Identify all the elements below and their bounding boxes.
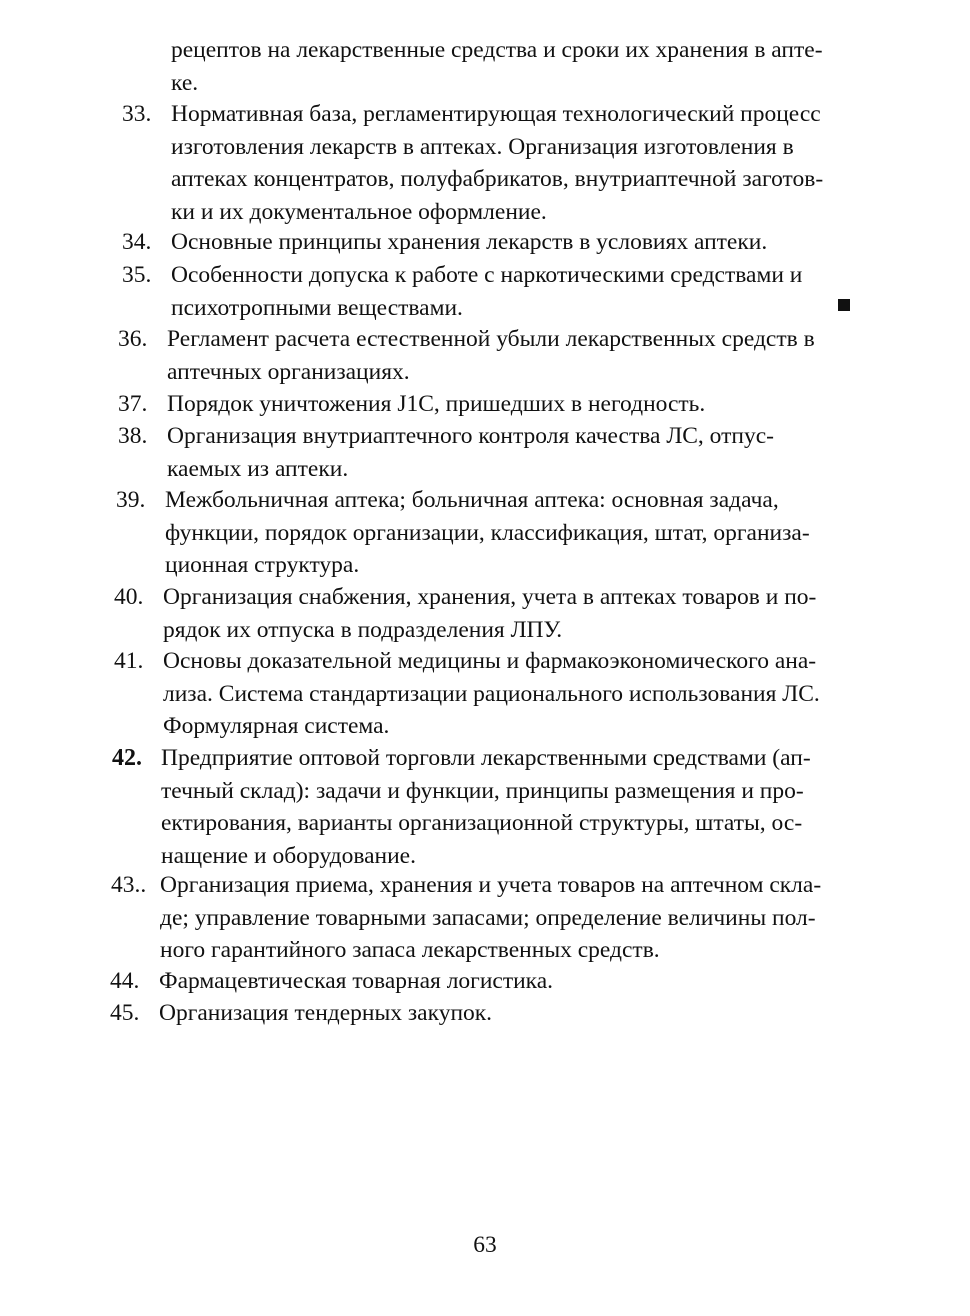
text-line: Основные принципы хранения лекарств в условиях аптеки.	[171, 229, 768, 255]
text-line: ного гарантийного запаса лекарственных средств.	[160, 937, 660, 963]
list-item-number: 34.	[122, 229, 152, 255]
text-line: ционная структура.	[165, 552, 360, 578]
text-line: ектирования, варианты организационной структуры, штаты, ос-	[161, 810, 803, 836]
page-number: 63	[473, 1232, 497, 1258]
list-item	[171, 226, 868, 259]
list-item	[159, 997, 859, 1030]
text-line: Регламент расчета естественной убыли лекарственных средств в	[167, 326, 815, 352]
list-item-number: 38.	[118, 423, 148, 449]
text-line: нащение и оборудование.	[161, 842, 416, 869]
text-line: Организация тендерных закупок.	[159, 1000, 493, 1026]
text-line: ки и их документальное оформление.	[171, 198, 547, 225]
text-line: Фармацевтическая товарная логистика.	[159, 968, 554, 994]
text-line: изготовления лекарств в аптеках. Организация изготовления в	[171, 133, 794, 160]
text-line: рядок их отпуска в подразделения ЛПУ.	[163, 616, 563, 643]
list-item	[167, 323, 867, 388]
text-line: Организация приема, хранения и учета товаров на аптечном скла-	[160, 872, 822, 898]
text-line: функции, порядок организации, классификация, штат, организа-	[165, 519, 810, 546]
list-item-number: 40.	[114, 584, 144, 610]
list-item-number: 41.	[114, 648, 144, 674]
list-item	[165, 484, 865, 582]
list-item-number: 36.	[118, 326, 148, 352]
list-item	[161, 742, 861, 872]
text-line: де; управление товарными запасами; определение величины пол-	[160, 904, 816, 931]
list-item	[167, 388, 867, 421]
list-item-number: 39.	[116, 487, 146, 513]
list-item	[159, 965, 859, 998]
list-item	[171, 259, 868, 324]
text-line: каемых из аптеки.	[167, 455, 349, 482]
list-item	[163, 581, 863, 646]
list-item-number: 33.	[122, 101, 152, 127]
list-item-number: 37.	[118, 391, 148, 417]
text-line: ке.	[171, 69, 199, 96]
text-line: Формулярная система.	[163, 713, 390, 739]
text-line: аптечных организациях.	[167, 358, 410, 385]
text-line: психотропными веществами.	[171, 294, 463, 321]
text-line: Организация снабжения, хранения, учета в аптеках товаров и по-	[163, 584, 817, 610]
list-item-number: 43..	[111, 872, 147, 898]
text-line: Организация внутриаптечного контроля качества ЛС, отпус-	[167, 423, 774, 449]
list-item	[163, 645, 863, 743]
text-line: Нормативная база, регламентирующая технологический процесс	[171, 101, 821, 127]
text-line: Основы доказательной медицины и фармакоэкономического ана-	[163, 648, 817, 674]
end-of-section-mark	[838, 299, 850, 311]
list-item-continuation	[171, 34, 868, 99]
list-item-number: 42.	[112, 745, 142, 771]
text-line: лиза. Система стандартизации рационального использования ЛС.	[163, 680, 820, 707]
text-line: Предприятие оптовой торговли лекарственными средствами (ап-	[161, 745, 811, 771]
text-line: аптеках концентратов, полуфабрикатов, внутриаптечной заготов-	[171, 166, 824, 192]
list-item-number: 45.	[110, 1000, 140, 1026]
list-item	[171, 98, 868, 228]
list-item-number: 35.	[122, 262, 152, 288]
text-line: рецептов на лекарственные средства и сроки их хранения в апте-	[171, 37, 823, 63]
text-line: Особенности допуска к работе с наркотическими средствами и	[171, 262, 803, 288]
text-line: Порядок уничтожения J1C, пришедших в негодность.	[167, 391, 706, 417]
list-item	[160, 869, 860, 967]
list-item-number: 44.	[110, 968, 140, 994]
text-line: течный склад): задачи и функции, принципы размещения и про-	[161, 777, 804, 804]
list-item	[167, 420, 867, 485]
text-line: Межбольничная аптека; больничная аптека: основная задача,	[165, 487, 779, 513]
